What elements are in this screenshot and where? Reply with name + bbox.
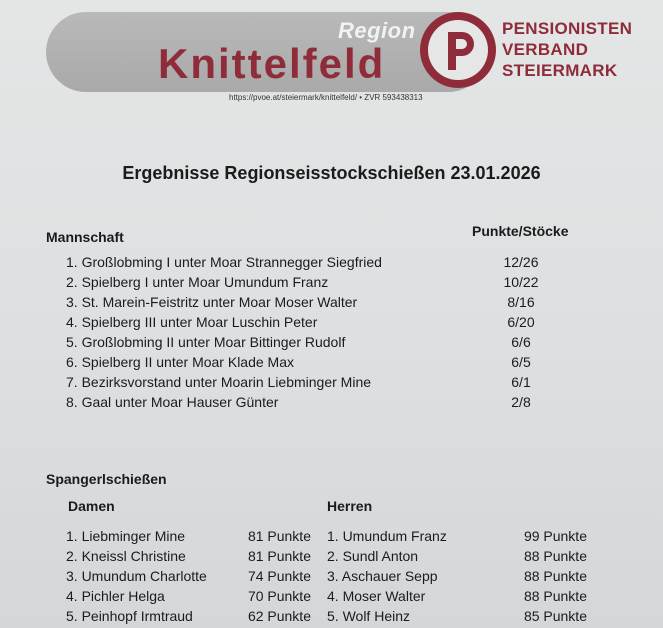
header-url: https://pvoe.at/steiermark/knittelfeld/ • ZVR 593438313 — [229, 93, 423, 102]
player-score: 81 Punkte — [247, 528, 311, 544]
list-item — [66, 546, 311, 566]
list-item — [66, 586, 311, 606]
team-results-list — [66, 252, 606, 412]
player-score: 81 Punkte — [247, 548, 311, 564]
list-item — [327, 526, 587, 546]
list-item — [327, 546, 587, 566]
team-name: 2. Spielberg I unter Moar Umundum Franz — [66, 274, 329, 290]
player-score: 85 Punkte — [523, 608, 587, 624]
team-points: 6/6 — [511, 334, 531, 350]
team-name: 7. Bezirksvorstand unter Moarin Liebminger Mine — [66, 374, 372, 390]
list-item — [66, 272, 606, 292]
player-name: 3. Umundum Charlotte — [66, 568, 207, 584]
org-line: PENSIONISTEN — [502, 19, 633, 38]
team-points: 6/5 — [511, 354, 531, 370]
team-points: 2/8 — [511, 394, 531, 410]
team-name: 6. Spielberg II unter Moar Klade Max — [66, 354, 295, 370]
spangerl-section-header: Spangerlschießen — [46, 471, 167, 487]
list-item — [66, 372, 606, 392]
list-item — [66, 252, 606, 272]
city-name: Knittelfeld — [158, 40, 386, 87]
points-column-header: Punkte/Stöcke — [472, 223, 569, 239]
player-score: 88 Punkte — [523, 548, 587, 564]
herren-results-list — [327, 526, 587, 626]
player-name: 4. Pichler Helga — [66, 588, 165, 604]
player-score: 74 Punkte — [247, 568, 311, 584]
team-points: 6/20 — [507, 314, 535, 330]
player-name: 3. Aschauer Sepp — [327, 568, 438, 584]
team-points: 8/16 — [507, 294, 535, 310]
player-score: 88 Punkte — [523, 588, 587, 604]
list-item — [66, 566, 311, 586]
list-item — [66, 606, 311, 626]
org-line: STEIERMARK — [502, 61, 618, 80]
region-label: Region — [338, 18, 416, 43]
player-score: 62 Punkte — [247, 608, 311, 624]
list-item — [66, 312, 606, 332]
list-item — [66, 292, 606, 312]
player-name: 1. Liebminger Mine — [66, 528, 186, 544]
list-item — [327, 606, 587, 626]
list-item — [327, 586, 587, 606]
team-points: 10/22 — [503, 274, 539, 290]
list-item — [66, 392, 606, 412]
player-name: 1. Umundum Franz — [327, 528, 447, 544]
team-points: 12/26 — [503, 254, 539, 270]
pensionisten-logo-icon — [418, 10, 498, 90]
team-points: 6/1 — [511, 374, 531, 390]
team-name: 3. St. Marein-Feistritz unter Moar Moser Walter — [66, 294, 358, 310]
player-score: 99 Punkte — [523, 528, 587, 544]
player-score: 70 Punkte — [247, 588, 311, 604]
player-score: 88 Punkte — [523, 568, 587, 584]
team-name: 8. Gaal unter Moar Hauser Günter — [66, 394, 279, 410]
player-name: 4. Moser Walter — [327, 588, 426, 604]
player-name: 5. Peinhopf Irmtraud — [66, 608, 193, 624]
page-title: Ergebnisse Regionseisstockschießen 23.01.2026 — [122, 163, 541, 183]
damen-results-list — [66, 526, 311, 626]
herren-header: Herren — [327, 498, 373, 514]
list-item — [327, 566, 587, 586]
player-name: 5. Wolf Heinz — [327, 608, 410, 624]
team-column-header: Mannschaft — [46, 229, 124, 245]
list-item — [66, 332, 606, 352]
damen-header: Damen — [68, 498, 115, 514]
org-name — [502, 18, 632, 81]
org-line: VERBAND — [502, 40, 589, 59]
team-name: 4. Spielberg III unter Moar Luschin Peter — [66, 314, 318, 330]
player-name: 2. Kneissl Christine — [66, 548, 186, 564]
list-item — [66, 526, 311, 546]
player-name: 2. Sundl Anton — [327, 548, 419, 564]
team-name: 5. Großlobming II unter Moar Bittinger Rudolf — [66, 334, 346, 350]
list-item — [66, 352, 606, 372]
team-name: 1. Großlobming I unter Moar Strannegger Siegfried — [66, 254, 382, 270]
